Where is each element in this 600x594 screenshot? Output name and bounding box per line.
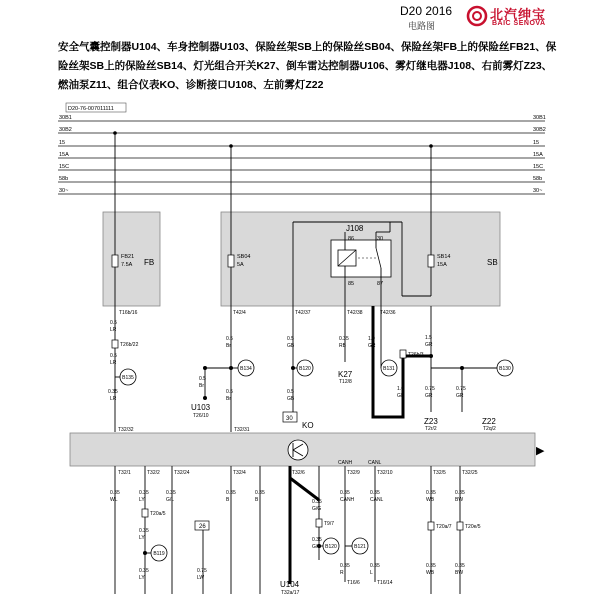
module-pin: T32/9 [347, 470, 360, 476]
wire-color: GR [425, 342, 433, 348]
bus-label-left: 30~ [59, 188, 69, 194]
bus-label-right: 15C [533, 164, 544, 170]
inline-connector [316, 519, 322, 527]
wire-gauge: 0.5 [199, 376, 206, 382]
wire-gauge: 0.75 [425, 386, 435, 392]
header-subtitle: 电路图 [408, 21, 436, 31]
wire-color: BW [455, 570, 464, 576]
wire-color: B [255, 497, 259, 503]
wire-color: Br [199, 383, 204, 389]
wire-gauge: 0.35 [426, 490, 436, 496]
wire-color: R [340, 570, 344, 576]
module-pin: T32/25 [462, 470, 478, 476]
wire-color: CANH [340, 497, 355, 503]
wire-color: G/G [312, 506, 322, 512]
wire-gauge: 0.35 [110, 490, 120, 496]
wire-gauge: 0.35 [312, 537, 322, 543]
wire-gauge: 0.35 [370, 563, 380, 569]
can-label: CANH [338, 460, 353, 466]
bus-label-left: 15C [59, 164, 70, 170]
wire-gauge: 0.35 [139, 490, 149, 496]
module-pin: T32/2 [147, 470, 160, 476]
transistor-symbol [288, 440, 308, 460]
wire-gauge: 0.35 [426, 563, 436, 569]
wire-gauge: 0.35 [340, 563, 350, 569]
component-pin: T26/10 [193, 413, 209, 419]
wire-color: LR [110, 327, 117, 333]
wire-color: LR [110, 396, 117, 402]
continuation-arrow: ▶ [536, 445, 545, 457]
wire-gauge: 0.35 [139, 568, 149, 574]
fuse-fb21-rating: 7.5A [121, 262, 133, 268]
wire-color: LW [197, 575, 205, 581]
connector-label: T42/38 [347, 310, 363, 316]
connector-label: T16b/16 [119, 310, 138, 316]
component-name: U103 [191, 403, 211, 412]
connector-label: T16/6 [347, 580, 360, 586]
inline-connector-label: T20a/7 [436, 524, 452, 530]
wire-gauge: 0.5 [287, 336, 294, 342]
wire-gauge: 0.5 [287, 389, 294, 395]
splice-label: B120 [299, 366, 311, 372]
splice-label: B134 [240, 366, 252, 372]
wire-gauge: 0.35 [340, 490, 350, 496]
module-pin: T32/10 [377, 470, 393, 476]
wire-color: RB [339, 343, 346, 349]
module-pin: T32/6 [292, 470, 305, 476]
inline-connector [457, 522, 463, 530]
wire-gauge: 0.35 [312, 499, 322, 505]
component-pin: T32a/17 [281, 590, 300, 594]
ko-pin: 30 [286, 416, 293, 422]
component-name: KO [302, 421, 314, 430]
module-pin: T32/32 [118, 427, 134, 433]
module-pin: T32/1 [118, 470, 131, 476]
wire-color: GR [456, 393, 464, 399]
wire-color: LY [139, 497, 145, 503]
inline-connector [428, 522, 434, 530]
wire-color: GB [287, 343, 295, 349]
module-pin: T32/4 [233, 470, 246, 476]
connector-label: T42/36 [380, 310, 396, 316]
wire-gauge: 0.75 [456, 386, 466, 392]
module-pin: T32/24 [174, 470, 190, 476]
connector-label: T42/4 [233, 310, 246, 316]
relay-name: J108 [346, 224, 364, 233]
wire-gauge: 0.35 [166, 490, 176, 496]
splice-label: B120 [325, 544, 337, 550]
splice-label: B121 [354, 544, 366, 550]
component-pin: T12/8 [339, 379, 352, 385]
highlighted-wire [290, 466, 322, 584]
brand-name-cn: 北汽绅宝 [490, 7, 547, 22]
inline-connector [112, 340, 118, 348]
splice-label: B119 [153, 551, 165, 557]
wire-gauge: 0.35 [226, 490, 236, 496]
wire-color: GR [425, 393, 433, 399]
component-name: K27 [338, 370, 353, 379]
connector-label: T42/37 [295, 310, 311, 316]
component-name: Z23 [424, 417, 438, 426]
wire-color: Br [226, 396, 231, 402]
wire-color: WB [426, 570, 435, 576]
ground-box-label: 26 [199, 524, 206, 530]
fuse-box-sb-label: SB [487, 258, 498, 267]
bus-label-left: 15 [59, 140, 66, 146]
fuse-sb14-rating: 15A [437, 262, 447, 268]
fuse-box-fb-label: FB [144, 258, 155, 267]
doc-code: D20-76-007011111 [68, 106, 114, 112]
inline-connector-label: T9/7 [324, 521, 335, 527]
module-pin: T32/5 [433, 470, 446, 476]
wire-gauge: 0.35 [455, 563, 465, 569]
bus-label-left: 30B2 [59, 127, 72, 133]
diagram-description: 安全气囊控制器U104、车身控制器U103、保险丝架SB上的保险丝SB04、保险丝架FB上的保险丝FB21、保险丝架SB上的保险丝SB14、灯光组合开关K27、倒车雷达控制器U106、雾灯继电器J108、右前雾灯Z23、燃油泵Z11、组合仪表KO、诊断接口U108、左前雾灯Z22 [58, 41, 557, 91]
inline-connector-label: T26b/3 [408, 352, 424, 358]
wire-gauge: 0.5 [110, 353, 117, 359]
u103-terminal [203, 396, 207, 400]
wire-gauge: 0.75 [197, 568, 207, 574]
lower-wires [115, 466, 460, 594]
bus-label-right: 30~ [533, 188, 543, 194]
bus-label-left: 58b [59, 176, 69, 182]
fuse-sb04-name: SB04 [237, 254, 251, 260]
component-name: Z22 [482, 417, 496, 426]
relay-pin: 87 [377, 281, 384, 287]
fuse-sb14-name: SB14 [437, 254, 451, 260]
component-pin: T2r/2 [425, 426, 437, 432]
splice-label: B131 [383, 366, 395, 372]
wire-color: G/L [166, 497, 175, 503]
inline-connector-label: T26b/22 [120, 342, 139, 348]
wire-color: Br [226, 343, 231, 349]
fuse-fb21-name: FB21 [121, 254, 135, 260]
wire-gauge: 0.35 [108, 389, 118, 395]
wire-color: WL [110, 497, 118, 503]
relay-pin: 86 [348, 236, 355, 242]
wire-color: GB [287, 396, 295, 402]
wire-color: BW [455, 497, 464, 503]
wire-color: LY [139, 535, 145, 541]
relay-pin: 85 [348, 281, 355, 287]
wire-gauge: 0.5 [226, 336, 233, 342]
inline-connector-label: T20e/5 [465, 524, 481, 530]
wire-gauge: 0.35 [255, 490, 265, 496]
brand-name-en: BAIC SENOVA [492, 20, 546, 27]
bus-label-left: 30B1 [59, 115, 72, 121]
relay-pin: 30 [377, 236, 384, 242]
highlighted-wire [373, 306, 431, 417]
wire-gauge: 1.5 [425, 335, 432, 341]
can-label: CANL [368, 460, 382, 466]
wire-gauge: 1.0 [368, 336, 375, 342]
wire-color: GR [397, 393, 405, 399]
bus-label-right: 15A [533, 152, 543, 158]
wire-gauge: 1.0 [397, 386, 404, 392]
bus-label-right: 30B2 [533, 127, 546, 133]
wire-color: G/G [312, 544, 322, 550]
module-pin: T32/31 [234, 427, 250, 433]
component-name: U104 [280, 580, 300, 589]
wire-color: LY [139, 575, 145, 581]
wire-gauge: 0.35 [339, 336, 349, 342]
component-pin: T2q/2 [483, 426, 496, 432]
wire-gauge: 0.35 [455, 490, 465, 496]
wire-color: B [226, 497, 230, 503]
wire-color: LR [110, 360, 117, 366]
bus-label-right: 30B1 [533, 115, 546, 121]
header-model: D20 2016 [400, 4, 453, 18]
inline-connector-label: T20a/5 [150, 511, 166, 517]
bus-label-right: 15 [533, 140, 540, 146]
wire-color: CANL [370, 497, 384, 503]
fuse-sb04-rating: 5A [237, 262, 244, 268]
splice-label: B135 [122, 375, 134, 381]
splice-label: B130 [499, 366, 511, 372]
wire-color: L [370, 570, 373, 576]
wire-color: WB [426, 497, 435, 503]
wire-gauge: 0.35 [139, 528, 149, 534]
wire-gauge: 0.5 [110, 320, 117, 326]
bus-label-right: 58b [533, 176, 543, 182]
wire-color: GR [368, 343, 376, 349]
inline-connector [400, 350, 406, 358]
bus-label-left: 15A [59, 152, 69, 158]
connector-label: T16/14 [377, 580, 393, 586]
inline-connector [142, 509, 148, 517]
wire-gauge: 0.35 [370, 490, 380, 496]
wire-gauge: 0.5 [226, 389, 233, 395]
bus-rails [58, 121, 545, 194]
